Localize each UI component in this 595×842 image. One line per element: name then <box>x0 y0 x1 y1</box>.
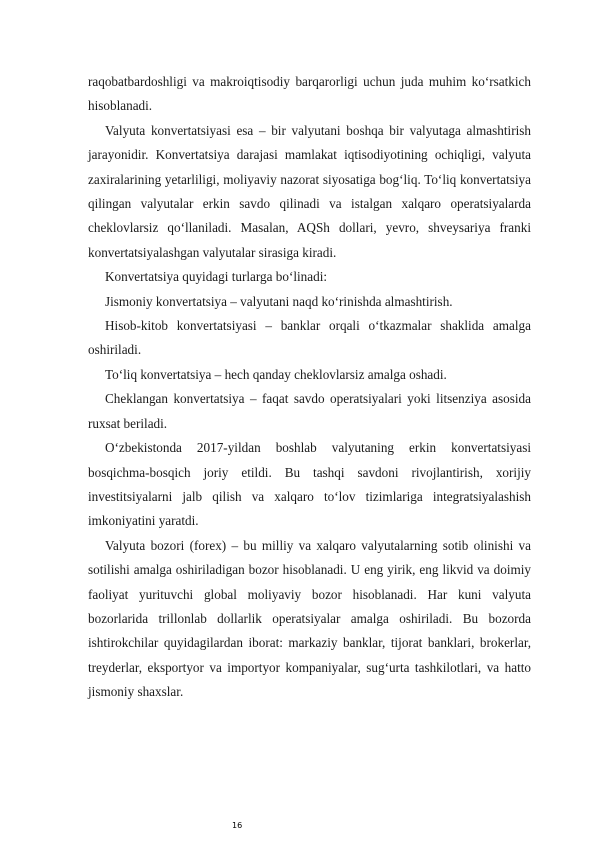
paragraph-physical-conversion: Jismoniy konvertatsiya – valyutani naqd ko‘rinishda almashtirish. <box>105 293 453 309</box>
paragraph-currency-conversion-definition: Valyuta konvertatsiyasi esa – bir valyutani boshqa bir valyutaga almashtirish jarayonidir. Konvertatsiya darajasi mamlakat iqtisodiyotining ochiqligi, valyuta zaxiralarining yetarliligi, moliyaviy nazorat siyosatiga bog‘liq. To‘liq konvertatsiya qilingan valyutalar erkin savdo qilinadi va istalgan xalqaro operatsiyalarda cheklovlarsiz qo‘llaniladi. Masalan, AQSh dollari, yevro, shveysariya franki konvertatsiyalashgan valyutalar sirasiga kiradi. <box>88 122 531 260</box>
paragraph-uzbekistan-conversion: O‘zbekistonda 2017-yildan boshlab valyutaning erkin konvertatsiyasi bosqichma-bosqich joriy etildi. Bu tashqi savdoni rivojlantirish, xorijiy investitsiyalarni jalb qilish va xalqaro to‘lov tizimlariga integratsiyalashish imkoniyatini yaratdi. <box>88 440 531 529</box>
document-page <box>88 70 531 705</box>
paragraph-forex-market: Valyuta bozori (forex) – bu milliy va xalqaro valyutalarning sotib olinishi va sotilishi amalga oshiriladigan bozor hisoblanadi. U eng yirik, eng likvid va doimiy faoliyat yurituvchi global moliyaviy bozor hisoblanadi. Har kuni valyuta bozorlarida trillonlab dollarlik operatsiyalar amalga oshiriladi. Bu bozorda ishtirokchilar quyidagilardan iborat: markaziy banklar, tijorat banklari, brokerlar, treyderlar, eksportyor va importyor kompaniyalar, sug‘urta tashkilotlari, va hatto jismoniy shaxslar. <box>88 537 531 700</box>
paragraph-settlement-conversion: Hisob-kitob konvertatsiyasi – banklar orqali o‘tkazmalar shaklida amalga oshiriladi. <box>88 318 531 358</box>
paragraph-continuation: raqobatbardoshligi va makroiqtisodiy barqarorligi uchun juda muhim ko‘rsatkich hisoblanadi. <box>88 74 531 114</box>
paragraph-limited-conversion: Cheklangan konvertatsiya – faqat savdo operatsiyalari yoki litsenziya asosida ruxsat beriladi. <box>88 391 531 431</box>
paragraph-conversion-types-intro: Konvertatsiya quyidagi turlarga bo‘linadi: <box>105 269 328 285</box>
paragraph-full-conversion: To‘liq konvertatsiya – hech qanday cheklovlarsiz amalga oshadi. <box>105 366 447 382</box>
page-number: 16 <box>232 821 243 830</box>
